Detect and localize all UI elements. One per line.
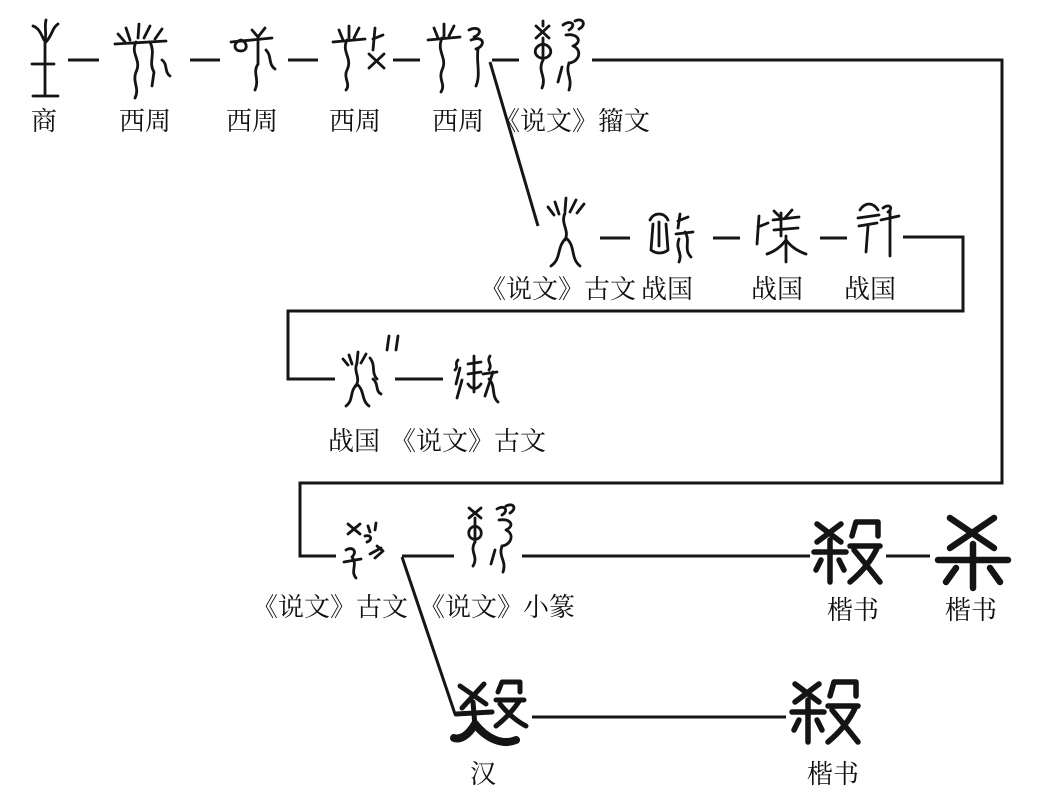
label-row1-shang: 商 bbox=[30, 107, 58, 137]
label-row2-guwen: 《说文》古文 bbox=[479, 275, 637, 305]
bronze-form-3-glyph bbox=[328, 24, 386, 92]
label-row4-kaishu-2: 楷书 bbox=[944, 596, 998, 626]
kaishu-sha-traditional-glyph bbox=[812, 516, 884, 588]
branch-to-row5-diagonal bbox=[402, 557, 455, 714]
label-row2-zhanguo-3: 战国 bbox=[843, 275, 897, 305]
bronze-form-2-glyph bbox=[228, 26, 278, 94]
label-row1-xizhou-3: 西周 bbox=[328, 107, 382, 137]
label-row2-zhanguo-2: 战国 bbox=[750, 275, 804, 305]
oracle-bone-form-glyph bbox=[25, 16, 65, 102]
bronze-form-1-glyph bbox=[112, 22, 176, 100]
warring-states-form-4-glyph bbox=[337, 350, 383, 407]
zhouwen-to-row4-connector bbox=[300, 60, 1002, 556]
shuowen-guwen-form-2-glyph bbox=[450, 352, 500, 410]
shuowen-zhouwen-form-glyph bbox=[522, 16, 590, 96]
label-row4-guwen: 《说文》古文 bbox=[251, 593, 409, 623]
shuowen-guwen-form-1-glyph bbox=[540, 196, 595, 268]
label-row2-zhanguo-1: 战国 bbox=[640, 275, 694, 305]
label-row1-xizhou-1: 西周 bbox=[118, 107, 172, 137]
label-row5-kaishu: 楷书 bbox=[806, 760, 860, 790]
kaishu-sha-traditional-glyph bbox=[790, 676, 862, 748]
warring-states-form-1-glyph bbox=[643, 208, 700, 268]
label-row3-guwen: 《说文》古文 bbox=[390, 427, 547, 457]
label-row1-zhouwen: 《说文》籀文 bbox=[493, 107, 651, 137]
label-row5-han: 汉 bbox=[469, 760, 497, 790]
shuowen-xiaozhuan-form-glyph bbox=[460, 502, 518, 580]
warring-states-form-3-glyph bbox=[853, 200, 901, 266]
label-row1-xizhou-4: 西周 bbox=[431, 107, 485, 137]
label-row4-kaishu-1: 楷书 bbox=[826, 596, 880, 626]
bronze-form-4-glyph bbox=[425, 22, 491, 94]
warring-states-form-2-glyph bbox=[753, 210, 817, 268]
label-row4-xiaozhuan: 《说文》小篆 bbox=[418, 593, 576, 623]
label-row1-xizhou-2: 西周 bbox=[225, 107, 279, 137]
shuowen-guwen-form-3-glyph bbox=[338, 520, 388, 580]
label-row3-zhanguo: 战国 bbox=[328, 427, 381, 457]
ditto-mark bbox=[385, 334, 401, 352]
kaishu-sha-simplified-glyph bbox=[934, 512, 1012, 592]
han-clerical-form-glyph bbox=[452, 674, 534, 750]
